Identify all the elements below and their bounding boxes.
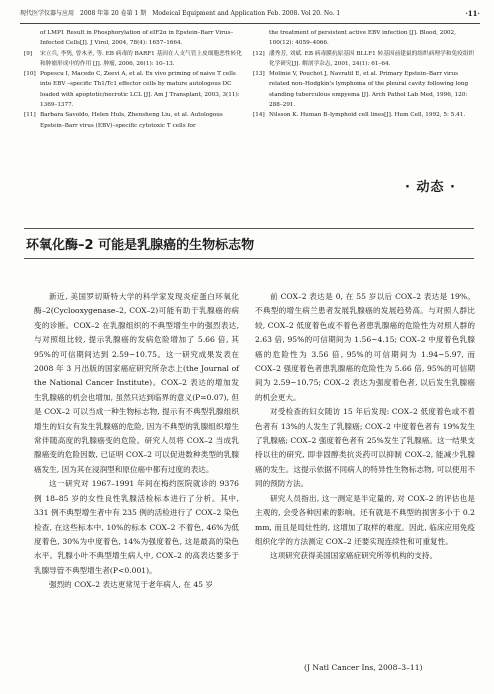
title-rule-top: [24, 228, 474, 229]
journal-info: 现代医学仪器与应用 2008 年第 20 卷第 1 期 Modeical Equipment and Application Feb. 2008. Vol 20. No. 1: [20, 10, 341, 17]
section-tag: · 动态 ·: [405, 180, 456, 195]
body-column-right: [255, 290, 475, 564]
body-column-left: [34, 290, 239, 593]
page-number: ·11·: [465, 9, 480, 18]
title-rule-bottom: [24, 258, 474, 259]
references-right: [253, 28, 477, 121]
reference-item: [14] Nilsson K. Human B–lymphoid cell lines[J]. Hum Cell, 1992, 5: 5.41.: [253, 112, 466, 119]
reference-item: [9] 宋立兵, 李隽, 曾木圣, 等. EB 病毒的 BARF1 基因在人支气管上皮细胞恶性转化和肿瘤形成中的作用 [J]. 肿瘤, 2006, 26(1): 10–13.: [24, 50, 242, 67]
references-left: [24, 28, 242, 131]
paragraph: 强烈的 COX–2 表达更常见于老年病人, 在 45 岁: [49, 580, 213, 590]
reference-item: of LMP1 Result in Phosphorylation of eIF2α in Epstein–Barr Virus–Infected Cells[J]. J Virol, 2004, 78(4): 1657–1664.: [40, 30, 234, 47]
article-title: 环氧化酶–2 可能是乳腺癌的生物标志物: [26, 238, 255, 253]
paragraph: 前 COX–2 表达是 0, 在 55 岁以后 COX–2 表达是 19%。不典型的增生病兰患者发展乳腺癌的发展趋势高。与对照人群比较, COX–2 低度着色或不着色者患乳腺癌的危险性为对照人群的 2.63 倍, 95%的可信期间为 1.56~4.15; COX–2 中度着色乳腺癌的危险性为 3.56 倍, 95%的可信期间为 1.94~5.97, 而 COX–2 强度着色者患乳腺癌的危险性为 5.66 倍, 95%的可信期间为 2.59~10.75; COX–2 表达为强度着色者, 以后发生乳腺癌的机会更大。: [255, 292, 475, 402]
reference-item: the treatment of persistent active EBV infection [J]. Blood, 2002, 100(12): 4059–4066.: [269, 30, 456, 47]
paragraph: 这一研究对 1967–1991 年间在梅约医院就诊的 9376 例 18–85 岁的女性良性乳腺活检标本进行了分析。其中, 331 例不典型增生者中有 235 例的活检进行了 COX–2 染色检查, 在这些标本中, 10%的标本 COX–2 不着色, 46%为低度着色, 30%为中度着色, 14%为强度着色, 这是最高的染色水平。乳腺小叶不典型增生病人中, COX–2 的高表达要多于乳腺导管不典型增生者(P<0.001)。: [34, 479, 239, 575]
paragraph: 这项研究获得美国国家癌症研究所等机构的支持。: [270, 551, 438, 561]
reference-item: [13] Molinie V, Pouchot J, Navratil E, et al. Primary Epstein–Barr virus related non–Hodgkin's lymphoma of the pleural cavity following long standing tuberculous empyema [J]. Arch Pathol Lab Med, 1996, 120: 288–291.: [253, 71, 469, 109]
running-header: [20, 7, 480, 24]
paragraph: 新近, 美国罗切斯特大学的科学家发现炎症蛋白环氧化酶–2(Cyclooxygenase–2, COX–2)可能有助于乳腺癌的病变的诊断。COX–2 在乳腺组织的不典型增生中的强烈表达, 与对照组比较, 提示乳腺癌的发病危险增加了 5.66 倍, 其 95%的可信期间达到 2.59~10.75。这一研究成果发表在 2008 年 3 月出版的国家癌症研究所杂志上(the Journal of the National Cancer Institute)。COX–2 表达的增加发生乳腺癌的机会也增加, 虽然只达到临界的意义(P=0.07), 但是 COX–2 可以当成一种生物标志物, 提示有不典型乳腺组织增生的妇女有发生乳腺癌的危险, 因为不典型的乳腺组织增生常伴随高度的乳腺癌变的危险。研究人员将 COX–2 当成乳腺癌变的危险因数, 已证明 COX–2 可以促进数种类型的乳腺癌发生, 因为其在浸润型和原位癌中都有过度的表达。: [34, 292, 239, 474]
paragraph: 对受检查的妇女随访 15 年后发现: COX–2 低度着色或不着色者有 13%的人发生了乳腺癌; COX–2 中度着色者有 19%发生了乳腺癌; COX–2 强度着色者有 25%发生了乳腺癌。这一结果支持以往的研究, 即非固醇类抗炎药可以抑制 COX–2, 能减少乳腺癌的发生。这提示依据不同病人的特异性生物标志物, 可以使用不同的预防方法。: [255, 407, 475, 489]
reference-item: [11] Barbara Savoldo, Helen Huls, Zhensheng Liu, et al. Autologous Epstein–Barr virus (EBV)–specific cytotoxic T cells for: [24, 112, 223, 129]
reference-item: [12] 潘秀芳, 刘斌. EB 病毒膜抗原基因 BLLF1 转基因前建鼠的组织病理学和免疫组织化学研究[J]. 解剖学杂志, 2001, 24(1): 61–64.: [253, 50, 475, 67]
paragraph: 研究人员指出, 这一测定是半定量的, 对 COX–2 的评估也是主观的, 会受各种因素的影响。还有就是不典型的损害多小于 0.2 mm, 而且是局灶性的, 这增加了取样的难度。因此, 临床应用免疫组织化学的方法测定 COX–2 还要实现连续性和可重复性。: [255, 493, 475, 546]
source-citation: (J Natl Cancer Ins, 2008–3–11): [304, 663, 423, 672]
reference-item: [10] Popescu I, Macedo C, Zeevi A, et al. Ex vivo priming of naive T cells into EBV –specific Th1/Tc1 effector cells by mature autologous DC loaded with apoptotic/necrotic LCL [J]. Am J Transplant, 2003, 3(11): 1369–1377.: [24, 71, 240, 109]
